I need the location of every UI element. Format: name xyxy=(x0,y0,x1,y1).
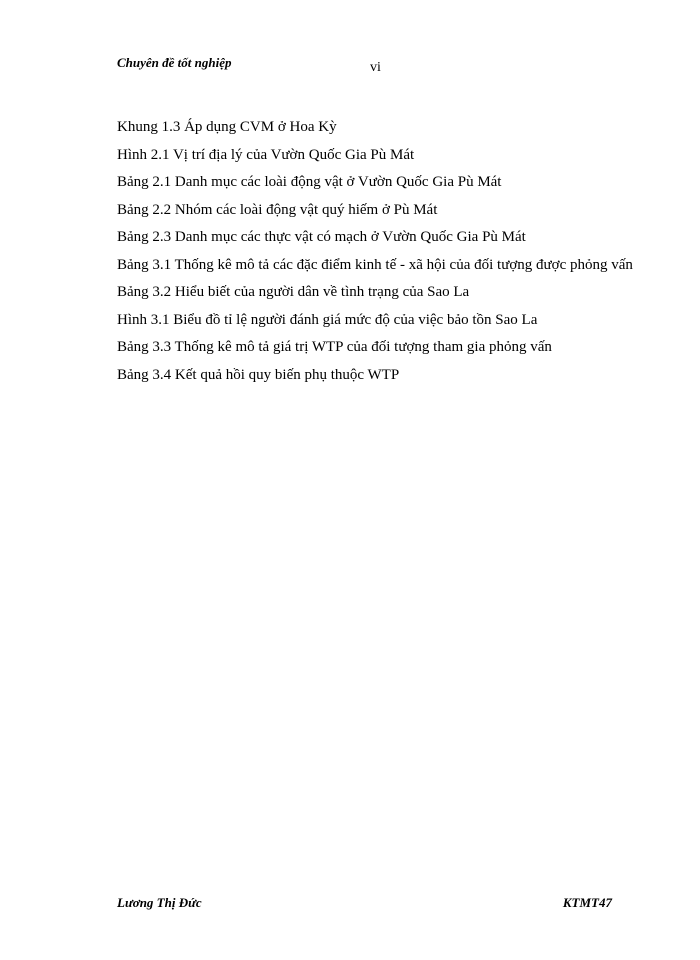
list-item: Bảng 3.4 Kết quả hồi quy biến phụ thuộc WTP xyxy=(117,366,400,383)
list-item: Hình 2.1 Vị trí địa lý của Vườn Quốc Gia Pù Mát xyxy=(117,146,415,163)
list-item: Bảng 3.2 Hiểu biết của người dân về tình trạng của Sao La xyxy=(117,284,470,300)
list-item: Bảng 2.2 Nhóm các loài động vật quý hiếm ở Pù Mát xyxy=(117,201,438,218)
list-item: Bảng 3.1 Thống kê mô tả các đặc điểm kinh tế - xã hội của đối tượng được phỏng vấn xyxy=(117,256,633,273)
list-item: Bảng 2.1 Danh mục các loài động vật ở Vườn Quốc Gia Pù Mát xyxy=(117,174,502,190)
footer-author: Lương Thị Đức xyxy=(117,895,202,910)
list-item: Hình 3.1 Biểu đồ tỉ lệ người đánh giá mức độ của việc bảo tồn Sao La xyxy=(117,311,538,328)
list-item: Bảng 2.3 Danh mục các thực vật có mạch ở Vườn Quốc Gia Pù Mát xyxy=(117,229,526,245)
list-item: Khung 1.3 Áp dụng CVM ở Hoa Kỳ xyxy=(117,119,337,135)
page-number: vi xyxy=(370,60,381,75)
list-item: Bảng 3.3 Thống kê mô tả giá trị WTP của đối tượng tham gia phỏng vấn xyxy=(117,339,552,355)
list-of-tables-and-figures xyxy=(117,114,637,389)
footer-class-code: KTMT47 xyxy=(562,895,612,910)
header-title: Chuyên đề tốt nghiệp xyxy=(117,55,232,70)
